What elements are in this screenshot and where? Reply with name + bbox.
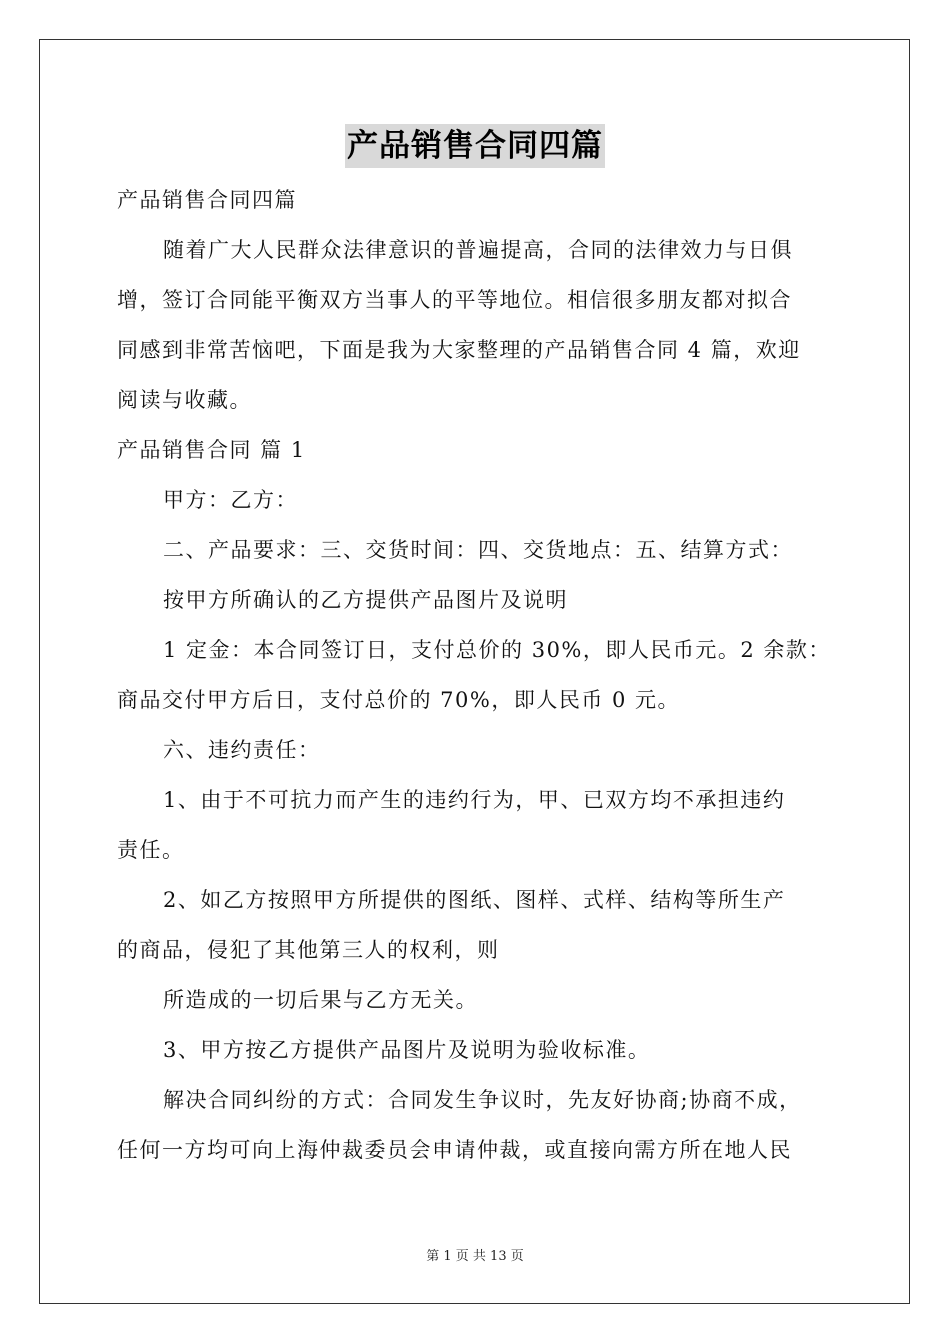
text-line: 产品销售合同 篇 1 (117, 438, 306, 462)
text-line: 六、违约责任： (163, 738, 321, 762)
text-line: 责任。 (117, 838, 185, 862)
text-line: 所造成的一切后果与乙方无关。 (163, 988, 478, 1012)
text-line: 同感到非常苦恼吧，下面是我为大家整理的产品销售合同 4 篇，欢迎 (117, 338, 801, 362)
text-line: 3、甲方按乙方提供产品图片及说明为验收标准。 (163, 1038, 651, 1062)
page-footer: 第 1 页 共 13 页 (426, 1249, 524, 1264)
document-title: 产品销售合同四篇 (345, 124, 605, 168)
text-line: 的商品，侵犯了其他第三人的权利，则 (117, 938, 500, 962)
text-line: 按甲方所确认的乙方提供产品图片及说明 (163, 588, 568, 612)
text-line: 甲方：乙方： (163, 488, 298, 512)
text-line: 1、由于不可抗力而产生的违约行为，甲、已双方均不承担违约 (163, 788, 786, 812)
text-line: 任何一方均可向上海仲裁委员会申请仲裁，或直接向需方所在地人民 (117, 1138, 792, 1162)
text-line: 增，签订合同能平衡双方当事人的平等地位。相信很多朋友都对拟合 (117, 288, 792, 312)
text-line: 商品交付甲方后日，支付总价的 70%，即人民币 0 元。 (117, 688, 681, 712)
text-line: 产品销售合同四篇 (117, 188, 297, 212)
text-line: 2、如乙方按照甲方所提供的图纸、图样、式样、结构等所生产 (163, 888, 786, 912)
document-body (117, 175, 839, 1175)
text-line: 1 定金：本合同签订日，支付总价的 30%，即人民币元。2 余款： (163, 638, 831, 662)
text-line: 阅读与收藏。 (117, 388, 252, 412)
text-line: 随着广大人民群众法律意识的普遍提高，合同的法律效力与日俱 (163, 238, 793, 262)
text-line: 二、产品要求：三、交货时间：四、交货地点：五、结算方式： (163, 538, 793, 562)
title-container (0, 124, 950, 168)
text-line: 解决合同纠纷的方式：合同发生争议时，先友好协商;协商不成， (163, 1088, 802, 1112)
